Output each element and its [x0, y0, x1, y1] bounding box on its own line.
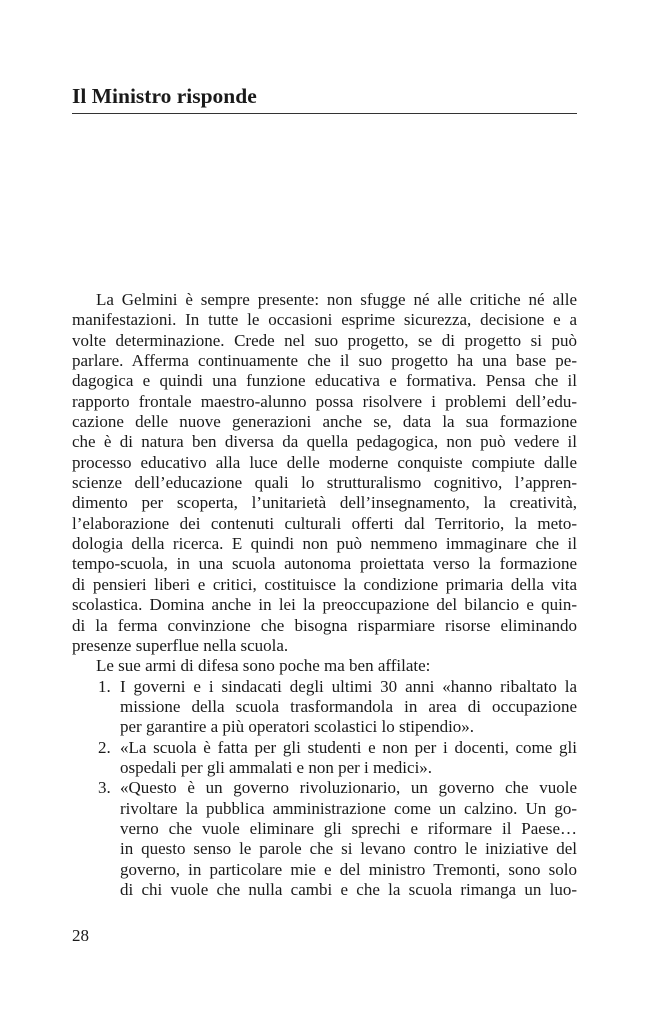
list-item	[72, 778, 577, 900]
page-number: 28	[72, 926, 89, 945]
paragraph-intro: Le sue armi di difesa sono poche ma ben affilate:	[96, 656, 431, 676]
list-number: 2.	[98, 737, 111, 757]
list-number: 1.	[98, 676, 111, 696]
text-line: processo educativo alla luce delle moderne conquiste compiute dalle	[72, 452, 577, 472]
text-line: in questo senso le parole che si levano contro le iniziative del	[120, 839, 577, 859]
text-line: rivoltare la pubblica amministrazione come un calzino. Un go-	[120, 798, 577, 818]
title-rule	[72, 113, 577, 114]
text-line: dagogica e quindi una funzione educativa e formativa. Pensa che il	[72, 371, 577, 391]
text-line: La Gelmini è sempre presente: non sfugge né alle critiche né alle	[96, 290, 577, 309]
text-line: «La scuola è fatta per gli studenti e non per i docenti, come gli	[120, 737, 577, 757]
text-line: dologia della ricerca. E quindi non può nemmeno immaginare che il	[72, 534, 577, 554]
text-line: di chi vuole che nulla cambi e che la scuola rimanga un luo-	[120, 879, 577, 899]
text-line: tempo-scuola, in una scuola autonoma proiettata verso la formazione	[72, 554, 577, 574]
text-line: l’elaborazione dei contenuti culturali offerti dal Territorio, la meto-	[72, 513, 577, 533]
list-number: 3.	[98, 778, 111, 798]
text-line: che è di natura ben diversa da quella pedagogica, non può vedere il	[72, 432, 577, 452]
list-item	[72, 738, 577, 779]
text-line: scolastica. Domina anche in lei la preoccupazione del bilancio e quin-	[72, 595, 577, 615]
text-line: rapporto frontale maestro-alunno possa risolvere i problemi dell’edu-	[72, 391, 577, 411]
text-line: I governi e i sindacati degli ultimi 30 anni «hanno ribaltato la	[120, 676, 577, 696]
text-line: di la ferma convinzione che bisogna risparmiare risorse eliminando	[72, 615, 577, 635]
text-line: di pensieri liberi e critici, costituisce la condizione primaria della vita	[72, 574, 577, 594]
text-line: governo, in particolare mie e del ministro Tremonti, sono solo	[120, 859, 577, 879]
text-line: parlare. Afferma continuamente che il suo progetto ha una base pe-	[72, 351, 577, 371]
paragraph	[72, 290, 577, 656]
text-line: ospedali per gli ammalati e non per i medici».	[120, 757, 433, 777]
text-line: cazione delle nuove generazioni anche se, data la sua formazione	[72, 412, 577, 432]
page-title: Il Ministro risponde	[72, 84, 257, 108]
numbered-list	[72, 677, 577, 901]
body-text	[72, 290, 577, 900]
text-line: manifestazioni. In tutte le occasioni esprime sicurezza, decisione e a	[72, 310, 577, 330]
text-line: dimento per scoperta, l’unitarietà dell’insegnamento, la creatività,	[72, 493, 577, 513]
list-item	[72, 677, 577, 738]
text-line: presenze superflue nella scuola.	[72, 635, 289, 655]
text-line: missione della scuola trasformandola in area di occupazione	[120, 696, 577, 716]
text-line: verno che vuole eliminare gli sprechi e riformare il Paese…	[120, 818, 577, 838]
text-line: volte determinazione. Crede nel suo progetto, se di progetto si può	[72, 330, 577, 350]
text-line: «Questo è un governo rivoluzionario, un governo che vuole	[120, 778, 577, 798]
text-line: scienze dell’educazione quali lo strutturalismo cognitivo, l’appren-	[72, 473, 577, 493]
text-line: per garantire a più operatori scolastici lo stipendio».	[120, 717, 475, 737]
